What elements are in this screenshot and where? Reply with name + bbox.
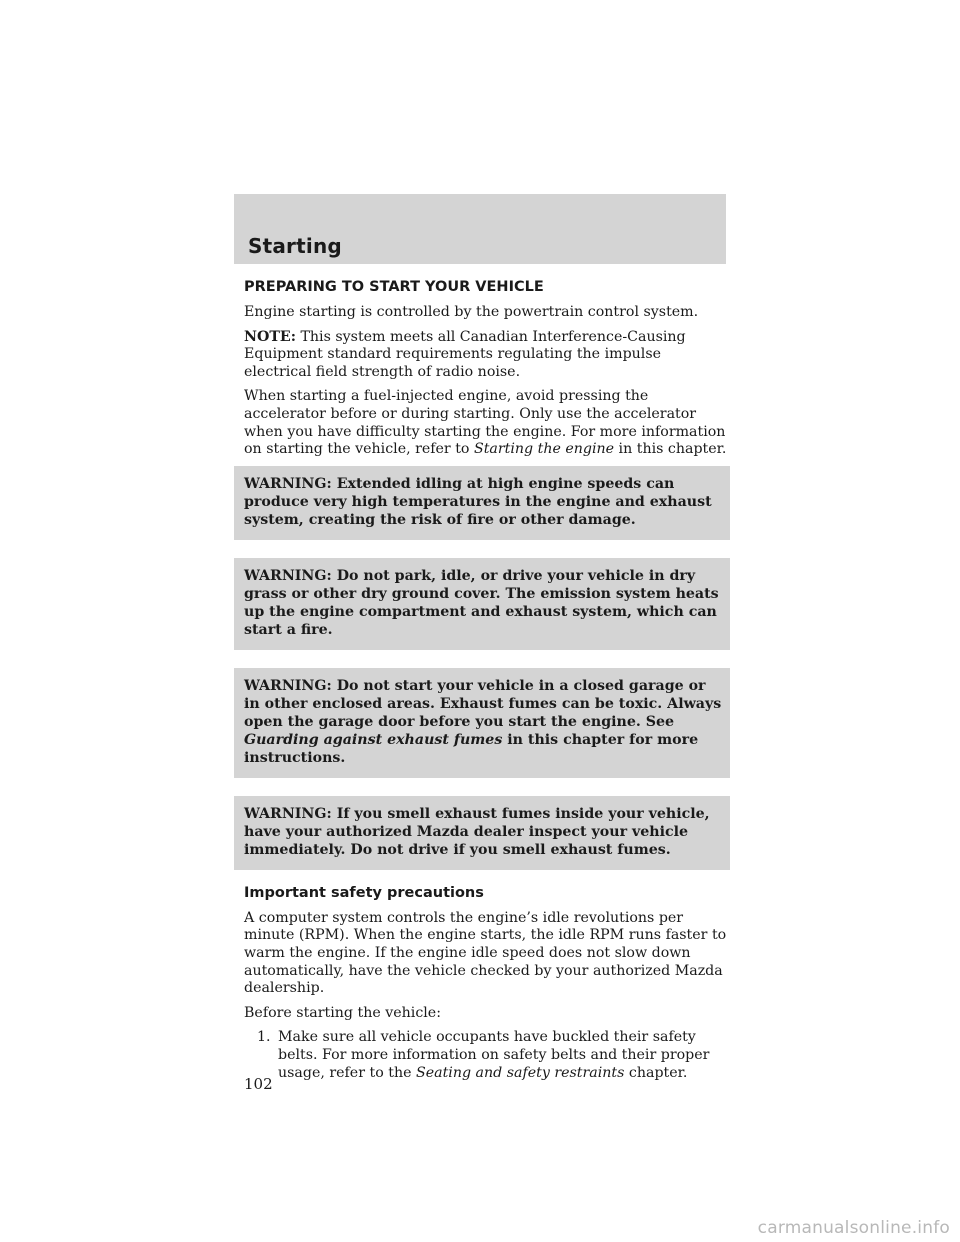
warning-box-idling: WARNING: Extended idling at high engine speeds can produce very high temperatures in the engine and exhaust system, creating the risk of fire or other damage. [234,466,730,540]
warning-box-closed-garage [234,668,730,778]
intro-paragraph: Engine starting is controlled by the powertrain control system. [244,304,699,320]
starting-text-end: in this chapter. [614,441,727,458]
chapter-header [234,194,726,264]
cross-reference: Guarding against exhaust fumes [244,731,503,748]
note-text: This system meets all Canadian Interference-Causing Equipment standard requirements regulating the impulse electrical field strength of radio noise. [244,328,686,380]
starting-text: When starting a fuel-injected engine, avoid pressing the accelerator before or during starting. Only use the accelerator when you have difficulty starting the engine. For more information on starting the vehicle, refer to [244,388,726,458]
watermark: carmanualsonline.info [757,1218,950,1238]
safety-paragraph: A computer system controls the engine’s idle revolutions per minute (RPM). When the engine starts, the idle RPM runs faster to warm the engine. If the engine idle speed does not slow down automatically, have the vehicle checked by your authorized Mazda dealership. [244,909,727,997]
starting-paragraph [244,388,728,458]
note-label: NOTE: [244,328,296,345]
list-item [244,1029,728,1082]
warning-text: WARNING: Do not start your vehicle in a closed garage or in other enclosed areas. Exhaust fumes can be toxic. Always open the garage door before you start the engine. See [244,677,722,730]
before-start-text: Before starting the vehicle: [244,1004,441,1021]
chapter-title: Starting [248,234,342,258]
cross-reference: Seating and safety restraints [416,1064,625,1081]
safety-heading: Important safety precautions [244,884,484,901]
cross-reference: Starting the engine [473,441,615,458]
note-paragraph [244,329,728,382]
section-heading: PREPARING TO START YOUR VEHICLE [244,279,544,295]
warning-box-exhaust-fumes: WARNING: If you smell exhaust fumes inside your vehicle, have your authorized Mazda dealer inspect your vehicle immediately. Do not drive if you smell exhaust fumes. [234,796,730,870]
page-number: 102 [244,1075,273,1093]
list-item-text-end: chapter. [624,1064,688,1081]
page-content [244,278,728,1082]
warning-text-end: in this chapter for more instructions. [244,731,699,766]
warning-box-dry-grass: WARNING: Do not park, idle, or drive your vehicle in dry grass or other dry ground cover. The emission system heats up the engine compartment and exhaust system, which can start a fire. [234,558,730,650]
list-number: 1. [257,1029,271,1046]
list-item-text: Make sure all vehicle occupants have buckled their safety belts. For more information on safety belts and their proper usage, refer to the [278,1029,710,1081]
